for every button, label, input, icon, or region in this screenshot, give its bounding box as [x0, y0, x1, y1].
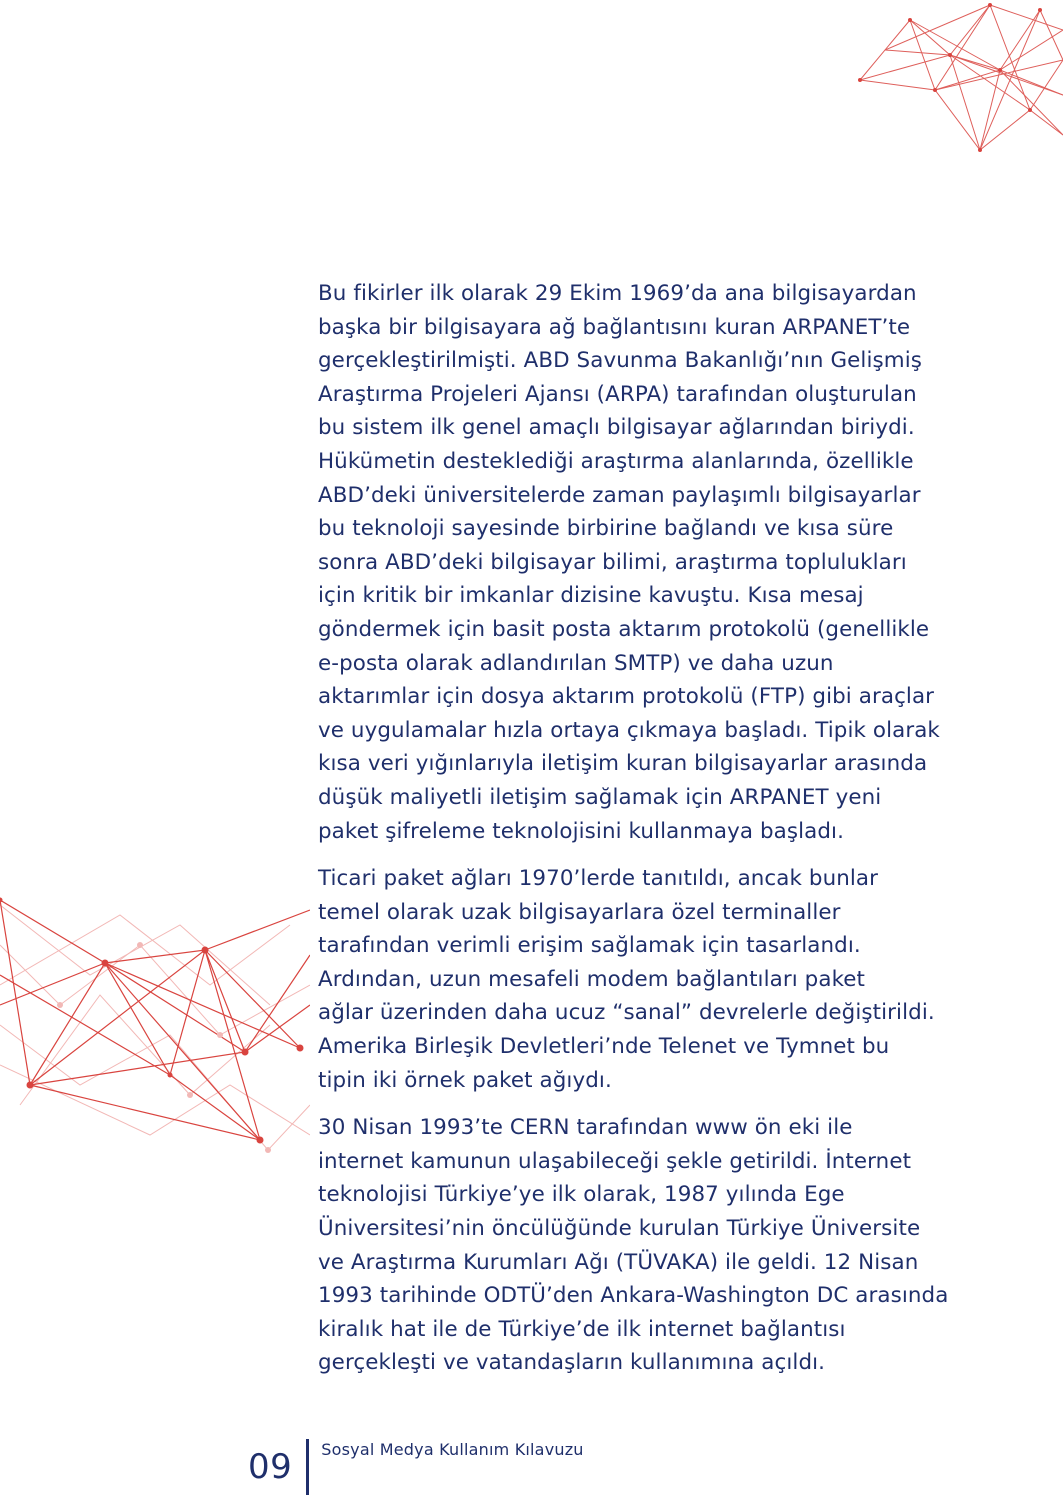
page-number: 09 [248, 1447, 293, 1487]
body-text [318, 277, 998, 1394]
network-graphic-left [0, 885, 310, 1160]
document-title: Sosyal Medya Kullanım Kılavuzu [321, 1440, 584, 1459]
paragraph-internet-turkey: 30 Nisan 1993’te CERN tarafından www ön eki ile internet kamunun ulaşabileceği şekle getirildi. İnternet teknolojisi Türkiye’ye ilk olarak, 1987 yılında Ege Üniversitesi’nin öncülüğünde kurulan Türkiye Üniversite ve Araştırma Kurumları Ağı (TÜVAKA) ile geldi. 12 Nisan 1993 tarihinde ODTÜ’den Ankara-Washington DC arasında kiralık hat ile de Türkiye’de ilk internet bağlantısı gerçekleşti ve vatandaşların kullanımına açıldı. [318, 1115, 949, 1376]
paragraph-commercial-networks: Ticari paket ağları 1970’lerde tanıtıldı, ancak bunlar temel olarak uzak bilgisayarlara özel terminaller tarafından verimli erişim sağlamak için tasarlandı. Ardından, uzun mesafeli modem bağlantıları paket ağlar üzerinden daha ucuz “sanal” devrelerle değiştirildi. Amerika Birleşik Devletleri’nde Telenet ve Tymnet bu tipin iki örnek paket ağıydı. [318, 866, 935, 1093]
page-footer [248, 1436, 584, 1498]
paragraph-arpanet: Bu fikirler ilk olarak 29 Ekim 1969’da ana bilgisayardan başka bir bilgisayara ağ bağlantısını kuran ARPANET’te gerçekleştirilmişti. ABD Savunma Bakanlığı’nın Gelişmiş Araştırma Projeleri Ajansı (ARPA) tarafından oluşturulan bu sistem ilk genel amaçlı bilgisayar ağlarından biriydi. Hükümetin desteklediği araştırma alanlarında, özellikle ABD’deki üniversitelerde zaman paylaşımlı bilgisayarlar bu teknoloji sayesinde birbirine bağlandı ve kısa süre sonra ABD’deki bilgisayar bilimi, araştırma toplulukları için kritik bir imkanlar dizisine kavuştu. Kısa mesaj göndermek için basit posta aktarım protokolü (genellikle e-posta olarak adlandırılan SMTP) ve daha uzun aktarımlar için dosya aktarım protokolü (FTP) gibi araçlar ve uygulamalar hızla ortaya çıkmaya başladı. Tipik olarak kısa veri yığınlarıyla iletişim kuran bilgisayarlar arasında düşük maliyetli iletişim sağlamak için ARPANET yeni paket şifreleme teknolojisini kullanmaya başladı. [318, 281, 940, 844]
network-graphic-top-right [840, 0, 1063, 160]
footer-divider [306, 1439, 309, 1495]
